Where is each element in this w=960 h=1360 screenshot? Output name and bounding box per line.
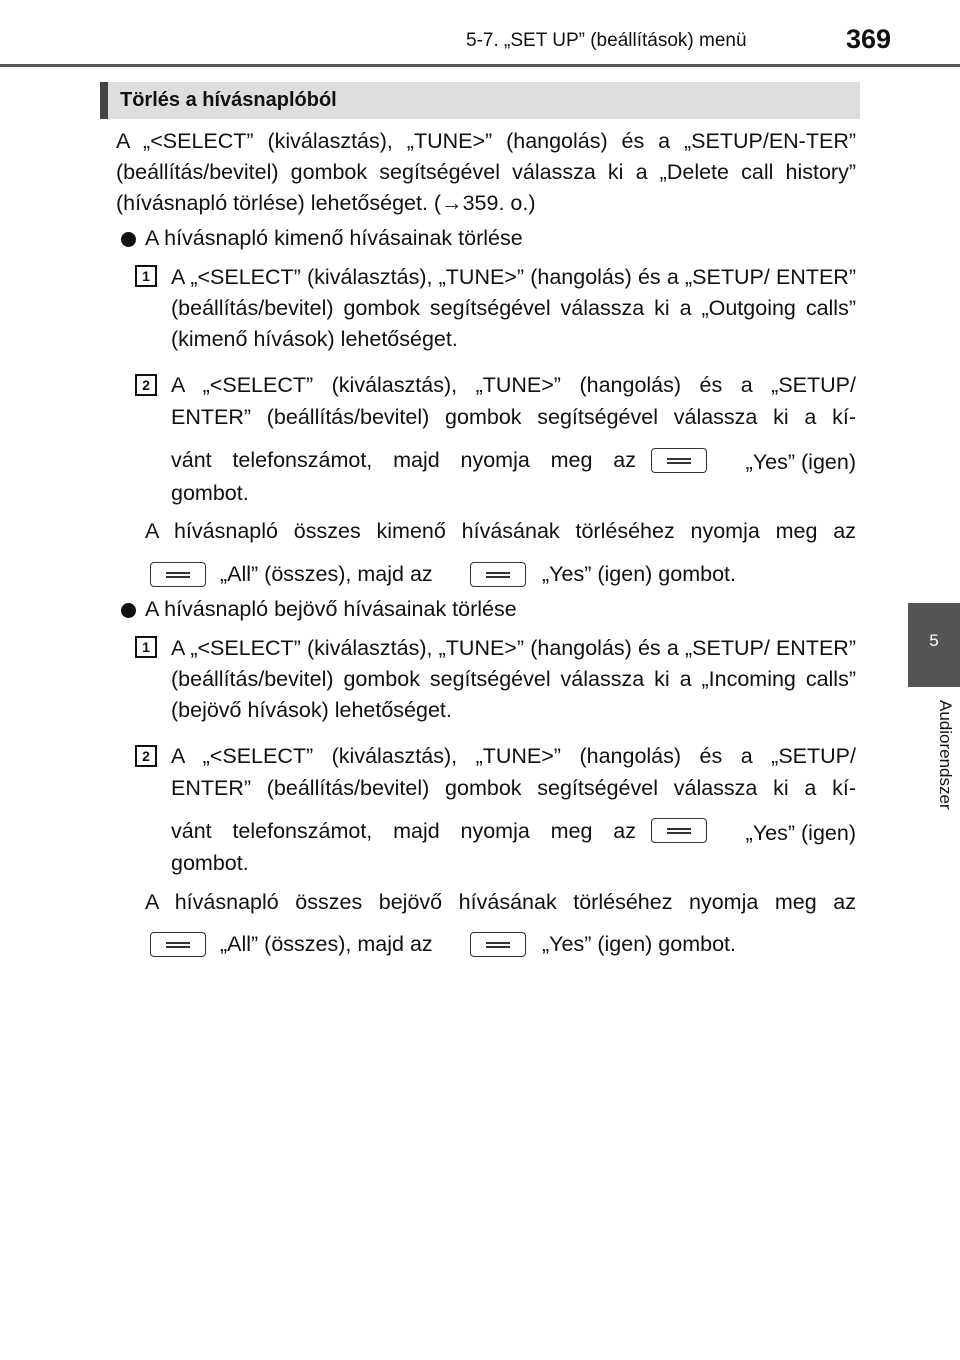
incoming-step1-text: A „<SELECT” (kiválasztás), „TUNE>” (hangolás) és a „SETUP/ ENTER” (beállítás/bevitel) gombok segítségével válassza ki a „Incoming calls” (bejövő hívások) lehetőséget. [171,636,856,722]
bullet-icon [121,232,136,247]
incoming-step2-line4: gombot. [171,851,249,875]
outgoing-note-yes-label: „Yes” (igen) gombot. [542,562,736,586]
incoming-note-line1: A hívásnapló összes bejövő hívásának törléséhez nyomja meg az [145,890,856,914]
incoming-step2-line1: A „<SELECT” (kiválasztás), „TUNE>” (hangolás) és a „SETUP/ [171,744,856,768]
incoming-note-all-label: „All” (összes), majd az [220,932,433,956]
header-divider [0,64,960,67]
step-number-2: 2 [135,374,157,396]
outgoing-step2-yes-label: „Yes” (igen) [745,450,856,474]
chapter-tab [908,603,960,687]
outgoing-note-line1: A hívásnapló összes kimenő hívásának törléséhez nyomja meg az [145,519,856,543]
yes-button-icon [470,562,526,587]
section-heading-bar [100,82,860,119]
outgoing-step2-line3: vánt telefonszámot, majd nyomja meg az [171,448,636,472]
incoming-note-yes-label: „Yes” (igen) gombot. [542,932,736,956]
outgoing-step2-line4: gombot. [171,481,249,505]
chapter-label: Audiorendszer [936,700,955,810]
incoming-step2-line3: vánt telefonszámot, majd nyomja meg az [171,819,636,843]
incoming-heading: A hívásnapló bejövő hívásainak törlése [145,597,517,621]
step-number-2: 2 [135,745,157,767]
section-title: Törlés a hívásnaplóból [120,89,337,111]
all-button-icon [150,932,206,957]
bullet-icon [121,603,136,618]
outgoing-heading: A hívásnapló kimenő hívásainak törlése [145,226,523,250]
chapter-number: 5 [929,631,939,650]
yes-button-icon [651,818,707,843]
incoming-step2-yes-label: „Yes” (igen) [745,821,856,845]
outgoing-note-all-label: „All” (összes), majd az [220,562,433,586]
page-number: 369 [846,24,892,54]
intro-paragraph: A „<SELECT” (kiválasztás), „TUNE>” (hangolás) és a „SETUP/EN-TER” (beállítás/bevitel) gombok segítségével válassza ki a „Delete call history” (hívásnapló törlése) lehetőséget. (→359. o.) [116,129,856,215]
step-number-1: 1 [135,636,157,658]
incoming-step2-line2: ENTER” (beállítás/bevitel) gombok segítségével válassza ki a kí- [171,776,856,800]
outgoing-step1-text: A „<SELECT” (kiválasztás), „TUNE>” (hangolás) és a „SETUP/ ENTER” (beállítás/bevitel) gombok segítségével válassza ki a „Outgoing calls” (kimenő hívások) lehetőséget. [171,265,856,351]
yes-button-icon [651,448,707,473]
all-button-icon [150,562,206,587]
running-header-title: 5-7. „SET UP” (beállítások) menü [466,30,747,51]
outgoing-step2-line2: ENTER” (beállítás/bevitel) gombok segítségével válassza ki a kí- [171,405,856,429]
step-number-1: 1 [135,265,157,287]
outgoing-step2-line1: A „<SELECT” (kiválasztás), „TUNE>” (hangolás) és a „SETUP/ [171,373,856,397]
yes-button-icon [470,932,526,957]
